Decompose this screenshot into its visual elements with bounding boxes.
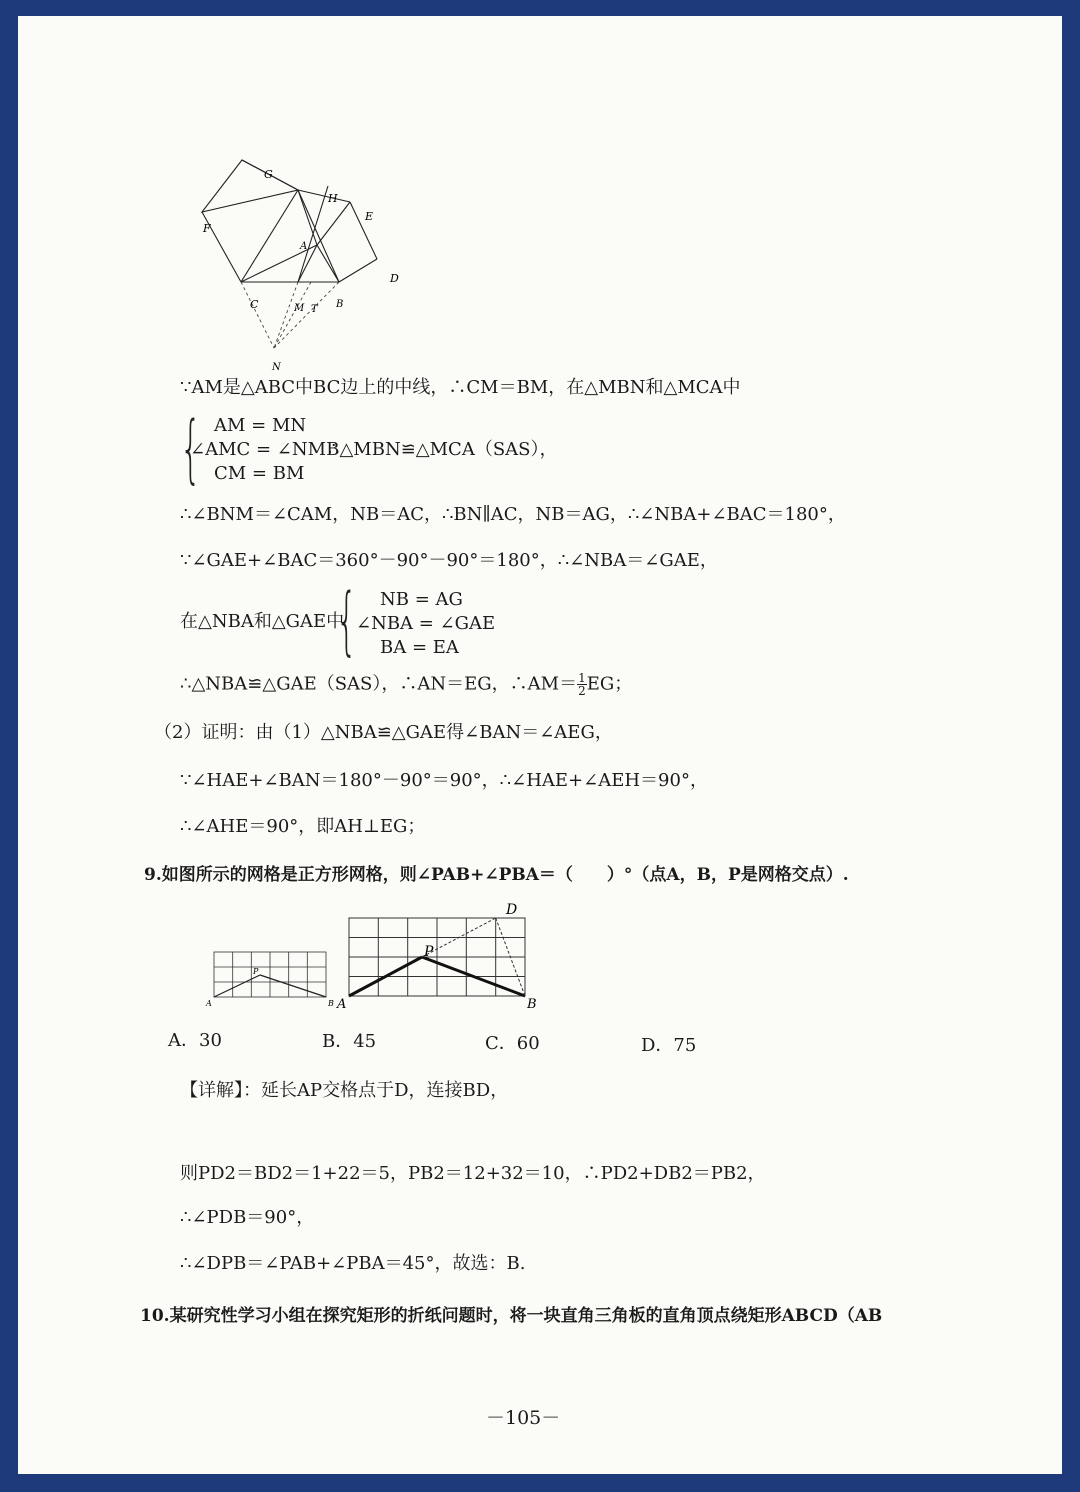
label-C: C — [250, 298, 259, 311]
q9-grid-figure-large — [336, 900, 566, 1020]
proof-line-6 — [180, 672, 632, 697]
q9-detail-line-2: ∴∠PDB＝90°， — [180, 1207, 315, 1228]
label-N: N — [272, 362, 281, 373]
label-G: G — [264, 168, 273, 181]
q9-option-a: A．30 — [168, 1030, 222, 1051]
fraction-denominator: 2 — [578, 684, 586, 698]
small-label-P: P — [253, 967, 259, 976]
q9-detail: 【详解】：延长AP交格点于D，连接BD， — [180, 1080, 509, 1101]
label-H: H — [328, 192, 338, 205]
label-A: A — [300, 241, 308, 252]
fraction-one-half — [577, 672, 587, 697]
geometry-figure-squares — [168, 146, 428, 376]
system-brace-2: { — [336, 578, 358, 664]
q9-detail-line-1: 则PD2＝BD2＝1+22＝5，PB2＝12+32＝10，∴PD2+DB2＝PB2， — [180, 1163, 766, 1184]
q9-stem: 9.如图所示的网格是正方形网格，则∠PAB+∠PBA＝（ ）°（点A，B，P是网格交点）. — [144, 865, 849, 885]
large-label-B: B — [527, 997, 537, 1012]
sys1-eq-b: ∠AMC = ∠NMB — [190, 439, 340, 460]
system-brace-1: { — [180, 406, 202, 492]
label-T: T — [311, 304, 318, 315]
proof-line-4: ∵∠GAE+∠BAC＝360°－90°－90°＝180°，∴∠NBA＝∠GAE， — [180, 550, 718, 571]
large-label-P: P — [424, 944, 434, 960]
label-B: B — [336, 299, 344, 310]
sys2-eq-b: ∠NBA = ∠GAE — [356, 613, 496, 634]
page-number: －105－ — [486, 1407, 561, 1429]
sys1-eq-a: AM = MN — [214, 415, 307, 436]
q9-grid-figure-small — [204, 950, 334, 1010]
proof-line-1: ∵AM是△ABC中BC边上的中线，∴CM＝BM，在△MBN和△MCA中 — [180, 377, 741, 398]
label-M: M — [294, 303, 305, 314]
label-F: F — [203, 222, 211, 235]
large-label-D: D — [506, 902, 518, 918]
exam-page — [18, 16, 1062, 1474]
label-E: E — [365, 210, 374, 223]
large-label-A: A — [337, 997, 347, 1012]
q10-stem: 10.某研究性学习小组在探究矩形的折纸问题时，将一块直角三角板的直角顶点绕矩形ABCD（AB — [140, 1306, 883, 1326]
proof-line-6-post: EG； — [586, 673, 633, 695]
label-D: D — [390, 272, 399, 285]
proof-line-8: ∵∠HAE+∠BAN＝180°－90°＝90°，∴∠HAE+∠AEH＝90°， — [180, 770, 708, 791]
small-label-B: B — [328, 999, 334, 1008]
sys1-conclusion: ∴△MBN≌△MCA（SAS）， — [328, 439, 558, 460]
fraction-numerator: 1 — [578, 671, 586, 685]
small-label-A: A — [206, 999, 212, 1008]
q9-option-b: B．45 — [322, 1031, 377, 1052]
proof-line-6-pre: ∴△NBA≌△GAE（SAS），∴AN＝EG，∴AM＝ — [180, 673, 578, 695]
sys1-eq-c: CM = BM — [214, 463, 305, 484]
q9-detail-line-3: ∴∠DPB＝∠PAB+∠PBA＝45°，故选：B. — [180, 1253, 526, 1274]
proof-line-7: （2）证明：由（1）△NBA≌△GAE得∠BAN＝∠AEG， — [154, 722, 613, 743]
sys2-eq-c: BA = EA — [380, 637, 459, 658]
q9-option-c: C．60 — [485, 1033, 540, 1054]
sys2-prefix: 在△NBA和△GAE中 — [180, 611, 345, 632]
proof-line-9: ∴∠AHE＝90°，即AH⊥EG； — [180, 816, 426, 837]
q9-option-d: D．75 — [641, 1035, 697, 1056]
proof-line-3: ∴∠BNM＝∠CAM，NB＝AC，∴BN∥AC，NB＝AG，∴∠NBA+∠BAC＝180°， — [180, 504, 846, 525]
sys2-eq-a: NB = AG — [380, 589, 463, 610]
